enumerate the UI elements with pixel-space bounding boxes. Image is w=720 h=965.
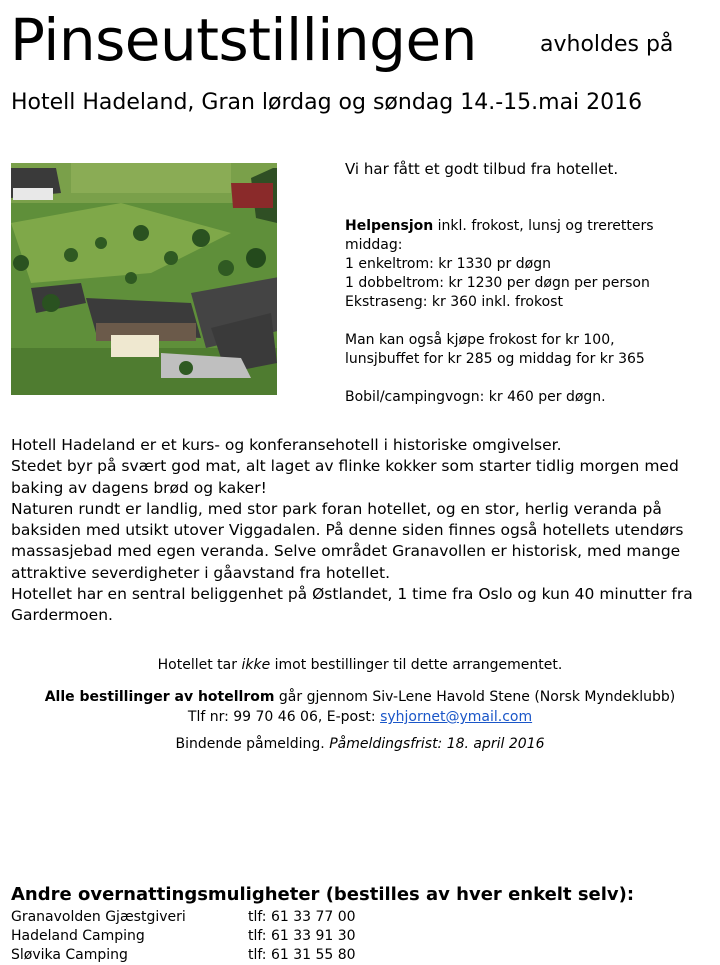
event-subtitle: Hotell Hadeland, Gran lørdag og søndag 14.-15.mai 2016 xyxy=(11,90,643,115)
booking-bold: Alle bestillinger av hotellrom xyxy=(44,689,275,705)
desc-paragraph: Stedet byr på svært god mat, alt laget av flinke kokker som starter tidlig morgen med baking av dagens brød og kaker! xyxy=(11,457,679,497)
accommodation-name: Hadeland Camping xyxy=(11,928,145,944)
accommodation-phone: tlf: 61 31 55 80 xyxy=(248,947,356,963)
price-single-room: 1 enkeltrom: kr 1330 pr døgn xyxy=(345,256,551,272)
list-item xyxy=(11,908,356,927)
deadline-text: Påmeldingsfrist: 18. april 2016 xyxy=(329,736,545,752)
accommodation-name: Granavolden Gjæstgiveri xyxy=(11,909,186,925)
helpensjon-line xyxy=(345,217,715,255)
other-accommodation-title: Andre overnattingsmuligheter (bestilles av hver enkelt selv): xyxy=(11,884,635,905)
email-link[interactable]: syhjornet@ymail.com xyxy=(380,709,533,725)
desc-paragraph: Hotellet har en sentral beliggenhet på Østlandet, 1 time fra Oslo og kun 40 minutter fra Gardermoen. xyxy=(11,585,693,625)
price-extra-bed: Ekstraseng: kr 360 inkl. frokost xyxy=(345,294,563,310)
list-item xyxy=(11,927,356,946)
hotel-aerial-illustration xyxy=(11,163,277,395)
title-suffix: avholdes på xyxy=(540,32,674,57)
bobil-price: Bobil/campingvogn: kr 460 per døgn. xyxy=(345,389,606,405)
page-title: Pinseutstillingen xyxy=(10,6,477,74)
accommodation-phone: tlf: 61 33 77 00 xyxy=(248,909,356,925)
meal-prices-line-1: Man kan også kjøpe frokost for kr 100, xyxy=(345,332,615,348)
registration-deadline: Bindende påmelding. Påmeldingsfrist: 18. april 2016 xyxy=(175,736,545,752)
other-accommodation-list xyxy=(11,908,356,965)
booking-notice: Hotellet tar ikke imot bestillinger til dette arrangementet. xyxy=(157,657,563,673)
meal-prices-line-2: lunsjbuffet for kr 285 og middag for kr 365 xyxy=(345,351,645,367)
offer-intro: Vi har fått et godt tilbud fra hotellet. xyxy=(345,160,619,178)
desc-paragraph: Naturen rundt er landlig, med stor park foran hotellet, og en stor, herlig veranda på baksiden med utsikt utover Viggadalen. På denne siden finnes også hotellets utendørs massasjebad med egen veranda. Selve området Granavollen er historisk, med mange attraktive severdigheter i gåavstand fra hotellet. xyxy=(11,499,684,582)
list-item xyxy=(11,946,356,965)
hotel-aerial-photo xyxy=(11,163,277,395)
helpensjon-label: Helpensjon xyxy=(345,218,434,234)
hotel-description xyxy=(11,435,716,627)
booking-phone-email: Tlf nr: 99 70 46 06, E-post: syhjornet@ymail.com xyxy=(187,709,533,725)
desc-paragraph: Hotell Hadeland er et kurs- og konferansehotell i historiske omgivelser. xyxy=(11,436,562,454)
price-double-room: 1 dobbeltrom: kr 1230 per døgn per person xyxy=(345,275,650,291)
notice-emphasis: ikke xyxy=(241,657,271,673)
accommodation-name: Sløvika Camping xyxy=(11,947,128,963)
helpensjon-text: inkl. frokost, lunsj og treretters middag: xyxy=(345,218,654,253)
price-offer-section xyxy=(345,160,715,407)
accommodation-phone: tlf: 61 33 91 30 xyxy=(248,928,356,944)
booking-contact: Alle bestillinger av hotellrom går gjennom Siv-Lene Havold Stene (Norsk Myndeklubb) xyxy=(44,689,676,705)
